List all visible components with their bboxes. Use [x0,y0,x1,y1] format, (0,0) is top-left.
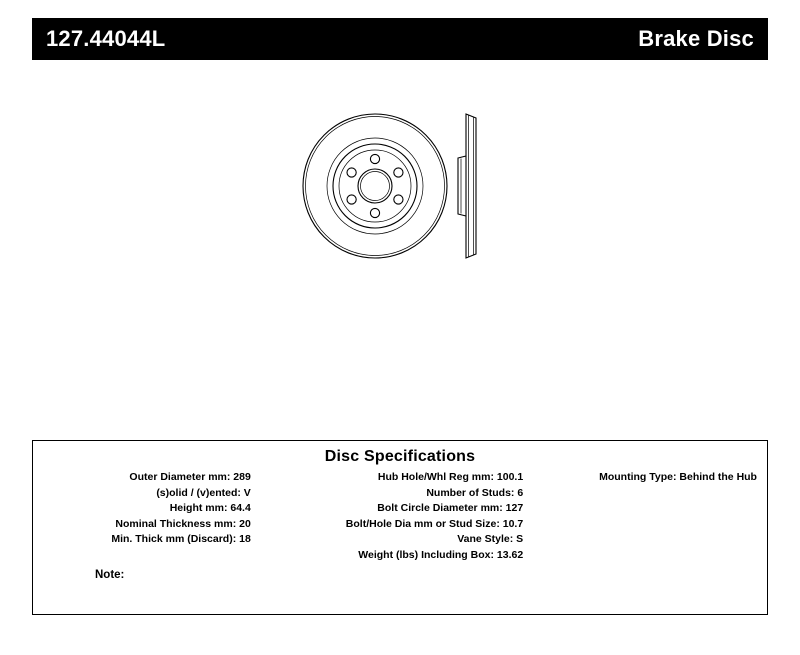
part-number: 127.44044L [46,26,166,51]
brake-disc-illustration [290,96,520,276]
spec-column-right [537,470,761,563]
spec-item: Mounting Type: Behind the Hub [599,471,757,483]
spec-item: Vane Style: S [457,533,524,545]
spec-item: Nominal Thickness mm: 20 [115,517,251,530]
brake-disc-drawing [290,96,520,276]
spec-item: (s)olid / (v)ented: V [156,486,251,499]
note-label: Note: [95,569,125,581]
spec-column-middle [263,470,537,563]
spec-columns [33,470,767,563]
spec-item: Weight (lbs) Including Box: 13.62 [358,548,524,561]
spec-item: Hub Hole/Whl Reg mm: 100.1 [377,471,524,483]
spec-item: Min. Thick mm (Discard): 18 [111,533,251,545]
disc-specifications-panel [32,440,768,615]
spec-item: Height mm: 64.4 [169,502,251,514]
header-bar [32,18,768,60]
spec-title: Disc Specifications [324,448,476,465]
spec-item: Outer Diameter mm: 289 [129,471,251,483]
spec-item: Bolt Circle Diameter mm: 127 [377,502,524,514]
spec-item: Bolt/Hole Dia mm or Stud Size: 10.7 [345,517,524,530]
spec-column-left [39,470,263,563]
product-type: Brake Disc [638,26,754,51]
note-row [95,569,124,581]
spec-item: Number of Studs: 6 [426,486,524,499]
